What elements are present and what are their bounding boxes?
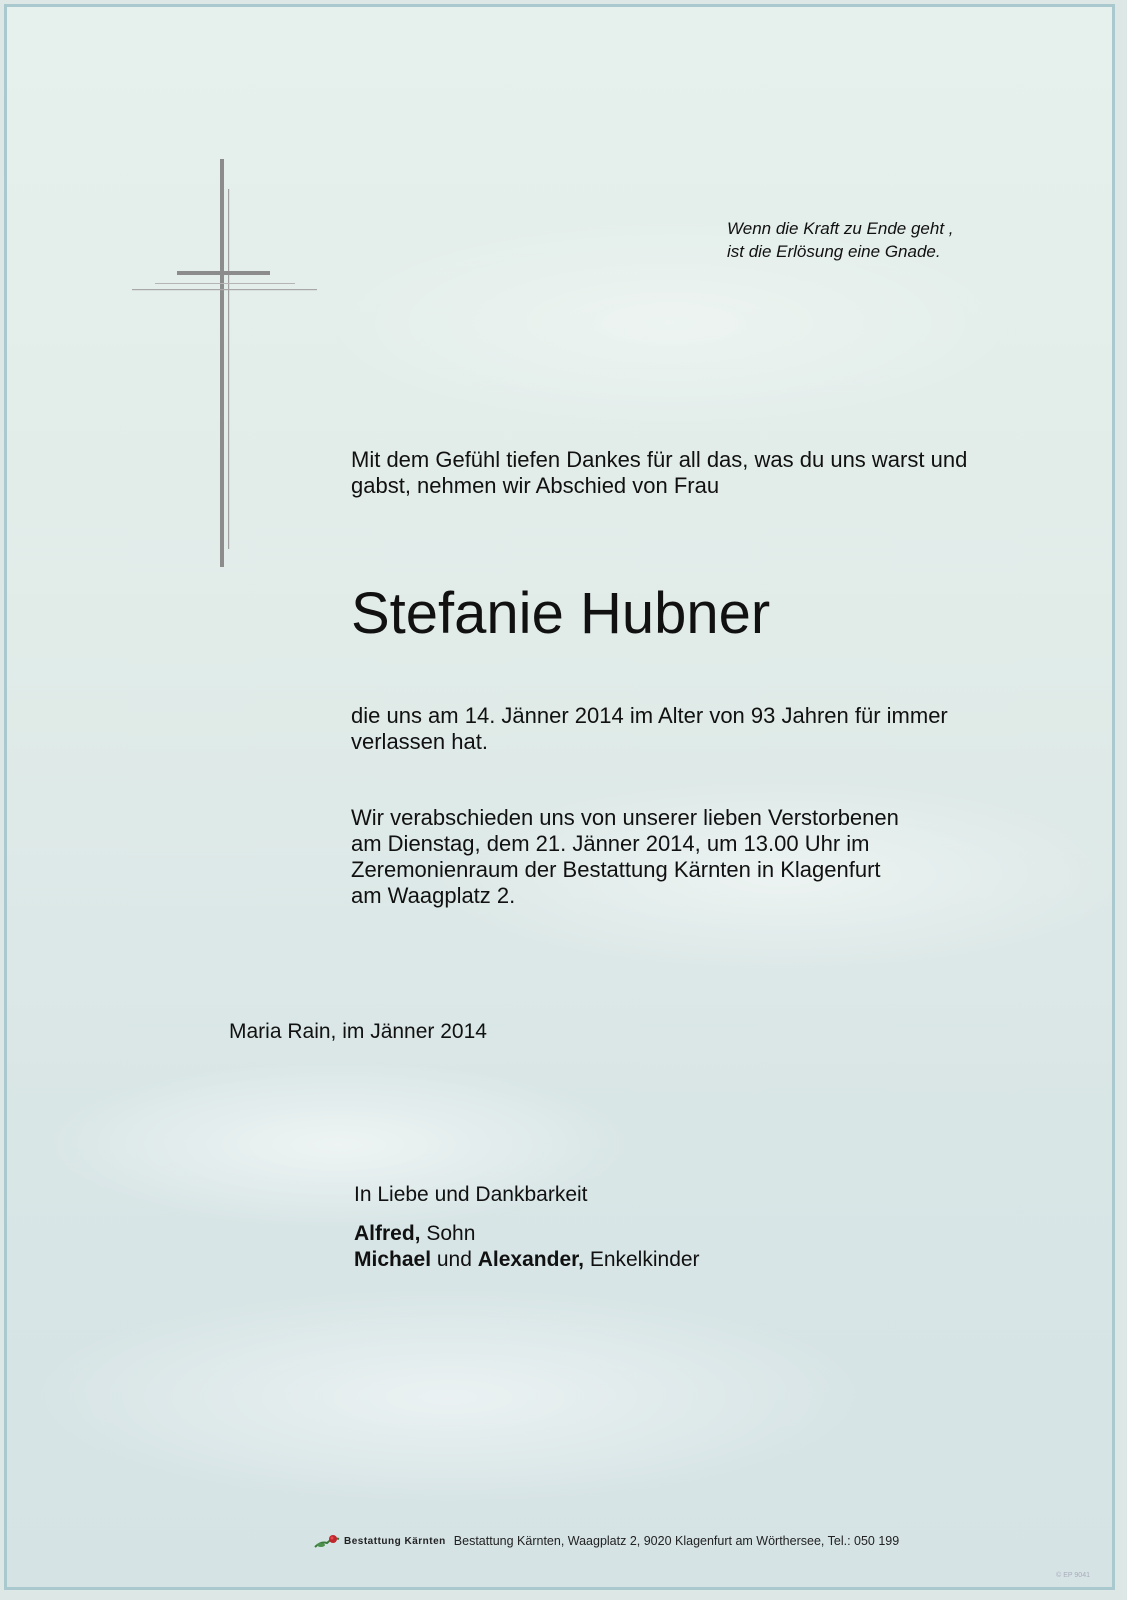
intro-line: gabst, nehmen wir Abschied von Frau (351, 473, 720, 498)
footer (313, 1529, 899, 1553)
corner-mark: © EP 9041 (1056, 1572, 1090, 1579)
mourner-relation: Enkelkinder (583, 1248, 700, 1271)
place-date: Maria Rain, im Jänner 2014 (229, 1020, 487, 1043)
bestattung-logo (313, 1531, 446, 1551)
ceremony-line: Wir verabschieden uns von unserer lieben Verstorbenen (351, 805, 899, 830)
logo-text: Bestattung Kärnten (344, 1535, 446, 1547)
ceremony-line: am Dienstag, dem 21. Jänner 2014, um 13.00 Uhr im (351, 831, 870, 856)
ceremony-line: Zeremonienraum der Bestattung Kärnten in Klagenfurt (351, 857, 881, 882)
mourner-name: Alexander, (477, 1248, 584, 1271)
deceased-name: Stefanie Hubner (351, 581, 771, 646)
death-line: verlassen hat. (351, 729, 488, 754)
motto-line: Wenn die Kraft zu Ende geht , (727, 219, 954, 238)
mourner-relation: Sohn (420, 1222, 476, 1245)
mourner-joiner: und (431, 1248, 478, 1271)
mourner-name: Michael (354, 1248, 432, 1271)
death-notice (351, 703, 948, 755)
mourner-name: Alfred, (354, 1222, 421, 1245)
death-line: die uns am 14. Jänner 2014 im Alter von 93 Jahren für immer (351, 703, 948, 728)
mourner-line (354, 1221, 700, 1247)
ceremony-details (351, 805, 899, 909)
ceremony-line: am Waagplatz 2. (351, 883, 516, 908)
intro-line: Mit dem Gefühl tiefen Dankes für all das, was du uns warst und (351, 447, 968, 472)
latin-cross-icon (127, 159, 327, 579)
obituary-card (4, 4, 1115, 1590)
motto-line: ist die Erlösung eine Gnade. (727, 242, 941, 261)
mourner-line (354, 1247, 700, 1273)
bestattung-rose-logo-icon (313, 1531, 341, 1551)
mourners-list (354, 1221, 700, 1273)
signoff: In Liebe und Dankbarkeit (354, 1183, 588, 1206)
intro-text (351, 447, 967, 499)
motto-quote (727, 217, 1047, 263)
footer-address: Bestattung Kärnten, Waagplatz 2, 9020 Klagenfurt am Wörthersee, Tel.: 050 199 (453, 1534, 900, 1548)
